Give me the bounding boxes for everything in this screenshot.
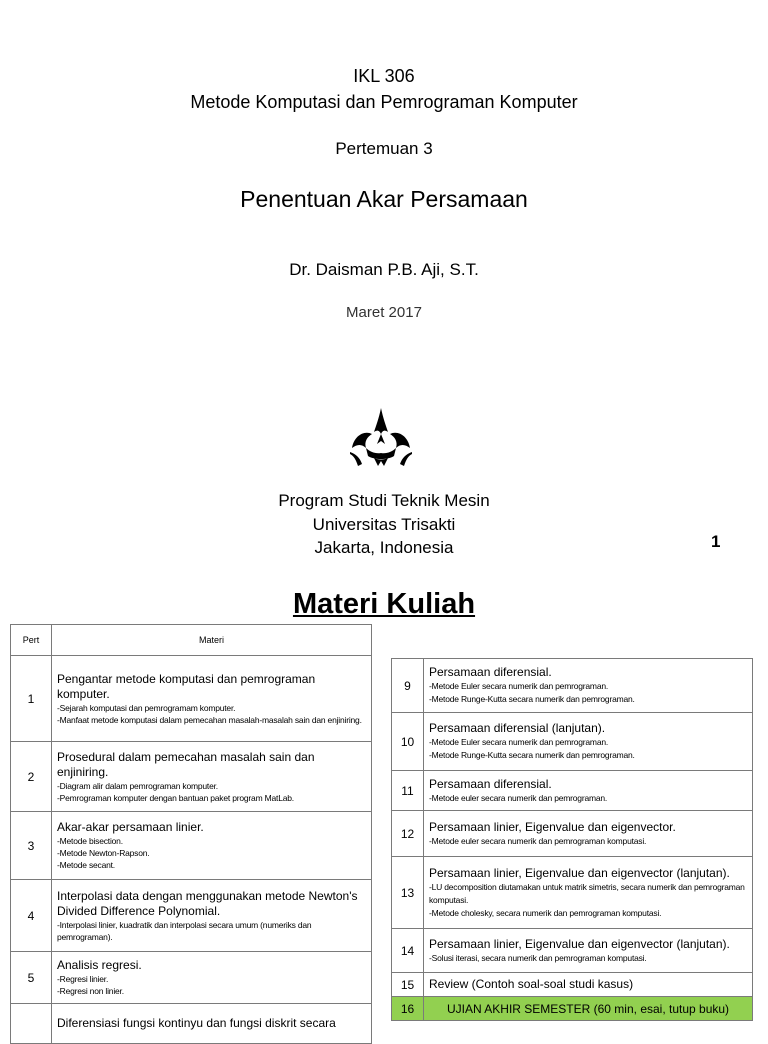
materi-cell xyxy=(424,811,753,857)
pert-number: 10 xyxy=(392,713,424,771)
university-location: Jakarta, Indonesia xyxy=(314,538,454,557)
pert-number: 9 xyxy=(392,659,424,713)
table-row xyxy=(11,742,372,812)
materi-main-text: Review (Contoh soal-soal studi kasus) xyxy=(429,977,634,991)
materi-main-text: Persamaan linier, Eigenvalue dan eigenvector (lanjutan). xyxy=(429,936,730,951)
lecturer-name: Dr. Daisman P.B. Aji, S.T. xyxy=(289,260,479,279)
materi-main-text: Pengantar metode komputasi dan pemrograman komputer. xyxy=(57,671,316,701)
header-pert: Pert xyxy=(11,625,52,656)
meeting-number: Pertemuan 3 xyxy=(335,139,433,158)
materi-sub-text: -Metode Euler secara numerik dan pemrograman. xyxy=(429,681,609,691)
materi-main-text: Persamaan diferensial. xyxy=(429,776,552,791)
table-row xyxy=(11,880,372,952)
table-row xyxy=(392,929,753,973)
materi-table-right xyxy=(391,658,753,1021)
materi-cell xyxy=(424,997,753,1021)
materi-main-text: UJIAN AKHIR SEMESTER (60 min, esai, tutup buku) xyxy=(446,1001,730,1016)
materi-sub-text: -Metode cholesky, secara numerik dan pemrograman komputasi. xyxy=(429,907,662,918)
table-row xyxy=(392,973,753,997)
materi-sub-text: -Metode bisection. xyxy=(57,836,123,846)
materi-sub-text: -Sejarah komputasi dan pemrogramam komputer. xyxy=(57,702,236,713)
materi-sub-text: -Interpolasi linier, kuadratik dan interpolasi secara umum (numeriks dan pemrograman). xyxy=(57,919,312,942)
materi-cell xyxy=(424,973,753,997)
pert-number: 1 xyxy=(11,656,52,742)
materi-main-text: Persamaan diferensial (lanjutan). xyxy=(429,721,606,735)
pert-number: 13 xyxy=(392,857,424,929)
materi-cell xyxy=(52,952,372,1004)
materi-main-text: Persamaan linier, Eigenvalue dan eigenvector (lanjutan). xyxy=(429,865,730,880)
materi-cell xyxy=(52,742,372,812)
page-number: 1 xyxy=(711,532,721,551)
table-row xyxy=(392,771,753,811)
materi-main-text: Analisis regresi. xyxy=(57,958,142,972)
materi-cell xyxy=(52,880,372,952)
table-row xyxy=(11,812,372,880)
materi-cell xyxy=(424,659,753,713)
pert-number: 4 xyxy=(11,880,52,952)
study-program: Program Studi Teknik Mesin xyxy=(278,491,490,510)
materi-main-text: Persamaan diferensial. xyxy=(429,665,552,679)
materi-main-text: Diferensiasi fungsi kontinyu dan fungsi diskrit secara xyxy=(57,1016,336,1030)
materi-cell xyxy=(424,857,753,929)
course-name: Metode Komputasi dan Pemrograman Komputer xyxy=(190,92,578,112)
materi-main-text: Akar-akar persamaan linier. xyxy=(57,820,204,834)
pert-number: 14 xyxy=(392,929,424,973)
materi-cell xyxy=(52,812,372,880)
materi-cell xyxy=(52,656,372,742)
table-row xyxy=(392,659,753,713)
materi-table-left xyxy=(10,624,372,1044)
materi-cell xyxy=(424,771,753,811)
materi-sub-text: -Metode euler secara numerik dan pemrograman komputasi. xyxy=(429,835,647,846)
materi-main-text: Interpolasi data dengan menggunakan metode Newton's Divided Difference Polynomial. xyxy=(57,888,358,918)
table-row xyxy=(392,811,753,857)
materi-main-text: Prosedural dalam pemecahan masalah sain dan enjiniring. xyxy=(57,749,315,779)
materi-sub-text: -Metode Runge-Kutta secara numerik dan pemrograman. xyxy=(429,694,635,704)
materi-sub-text: -Regresi non linier. xyxy=(57,986,124,996)
lecture-topic: Penentuan Akar Persamaan xyxy=(240,186,528,212)
lecture-date: Maret 2017 xyxy=(346,304,422,321)
pert-number: 5 xyxy=(11,952,52,1004)
materi-main-text: Persamaan linier, Eigenvalue dan eigenvector. xyxy=(429,819,676,834)
pert-number: 11 xyxy=(392,771,424,811)
materi-cell xyxy=(424,929,753,973)
materi-sub-text: -Manfaat metode komputasi dalam pemecahan masalah-masalah sain dan enjiniring. xyxy=(57,714,362,725)
pert-number: 2 xyxy=(11,742,52,812)
header-materi: Materi xyxy=(52,625,372,656)
materi-sub-text: -LU decomposition diutamakan untuk matrik simetris, secara numerik dan pemrograman komputasi. xyxy=(429,881,745,905)
materi-title: Materi Kuliah xyxy=(292,588,476,620)
university-emblem-icon xyxy=(348,408,414,470)
materi-sub-text: -Pemrograman komputer dengan bantuan paket program MatLab. xyxy=(57,792,294,803)
university-name: Universitas Trisakti xyxy=(312,515,456,534)
materi-sub-text: -Solusi iterasi, secara numerik dan pemrograman komputasi. xyxy=(429,952,647,963)
materi-sub-text: -Metode Runge-Kutta secara numerik dan pemrograman. xyxy=(429,750,635,760)
materi-cell xyxy=(424,713,753,771)
table-row xyxy=(392,997,753,1021)
materi-sub-text: -Diagram alir dalam pemrograman komputer. xyxy=(57,780,218,791)
pert-number: 12 xyxy=(392,811,424,857)
materi-sub-text: -Metode secant. xyxy=(57,860,115,870)
pert-number: 3 xyxy=(11,812,52,880)
materi-sub-text: -Regresi linier. xyxy=(57,974,109,984)
pert-number: 16 xyxy=(392,997,424,1021)
table-header-row xyxy=(11,625,372,656)
pert-number: 15 xyxy=(392,973,424,997)
materi-sub-text: -Metode Newton-Rapson. xyxy=(57,848,150,858)
table-row xyxy=(11,952,372,1004)
materi-sub-text: -Metode euler secara numerik dan pemrograman. xyxy=(429,792,608,803)
table-row xyxy=(392,713,753,771)
materi-sub-text: -Metode Euler secara numerik dan pemrograman. xyxy=(429,737,609,747)
table-row xyxy=(11,656,372,742)
course-code: IKL 306 xyxy=(353,66,415,86)
table-row xyxy=(392,857,753,929)
